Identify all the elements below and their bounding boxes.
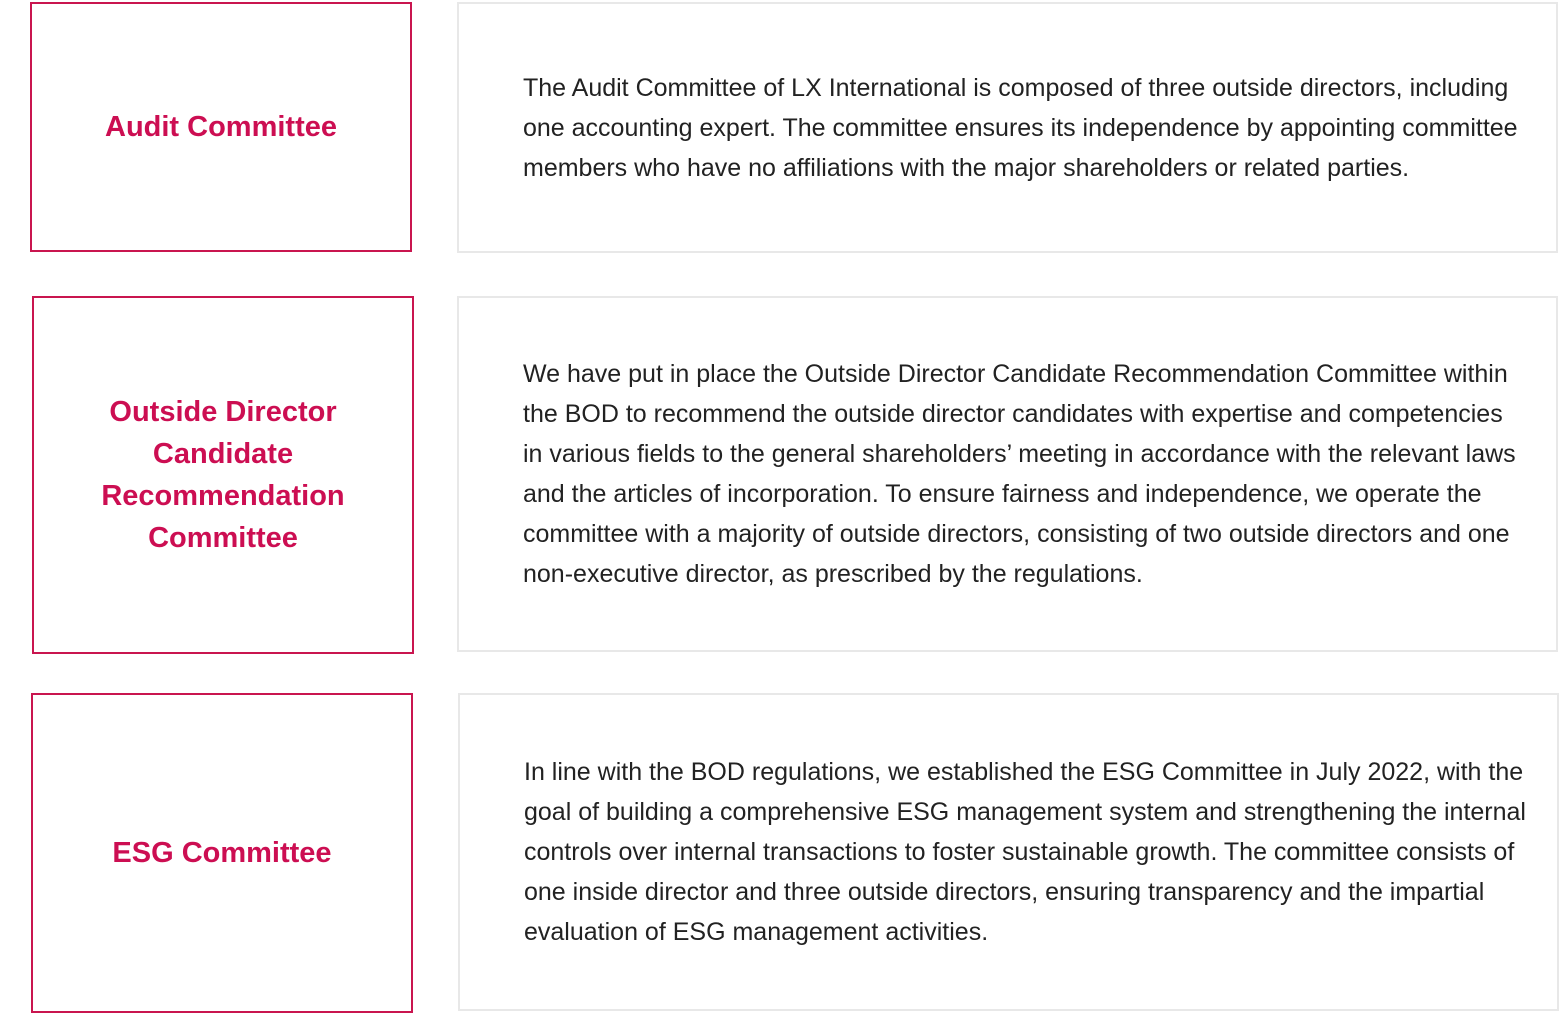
committee-description-panel <box>458 693 1559 1011</box>
committee-description: The Audit Committee of LX International is composed of three outside directors, including one accounting expert. The committee ensures its independence by appointing committee members who have no affiliations with the major shareholders or related parties. <box>523 73 1518 182</box>
committee-title: Audit Committee <box>105 111 337 143</box>
committee-description: In line with the BOD regulations, we established the ESG Committee in July 2022, with the goal of building a comprehensive ESG management system and strengthening the internal controls over internal transactions to foster sustainable growth. The committee consists of one inside director and three outside directors, ensuring transparency and the impartial evaluation of ESG management activities. <box>524 758 1526 946</box>
committee-description: We have put in place the Outside Director Candidate Recommendation Committee within the BOD to recommend the outside director candidates with expertise and competencies in various fields to the general shareholders’ meeting in accordance with the relevant laws and the articles of incorporation. To ensure fairness and independence, we operate the committee with a majority of outside directors, consisting of two outside directors and one non-executive director, as prescribed by the regulations. <box>523 360 1516 588</box>
committee-description-panel <box>457 2 1558 253</box>
committee-title-card <box>30 2 412 252</box>
committee-description-panel <box>457 296 1558 652</box>
committee-title-card <box>32 296 414 654</box>
committee-title-card <box>31 693 413 1013</box>
committee-title: ESG Committee <box>112 837 332 869</box>
committee-title: Outside Director Candidate Recommendation Committee <box>101 396 345 554</box>
